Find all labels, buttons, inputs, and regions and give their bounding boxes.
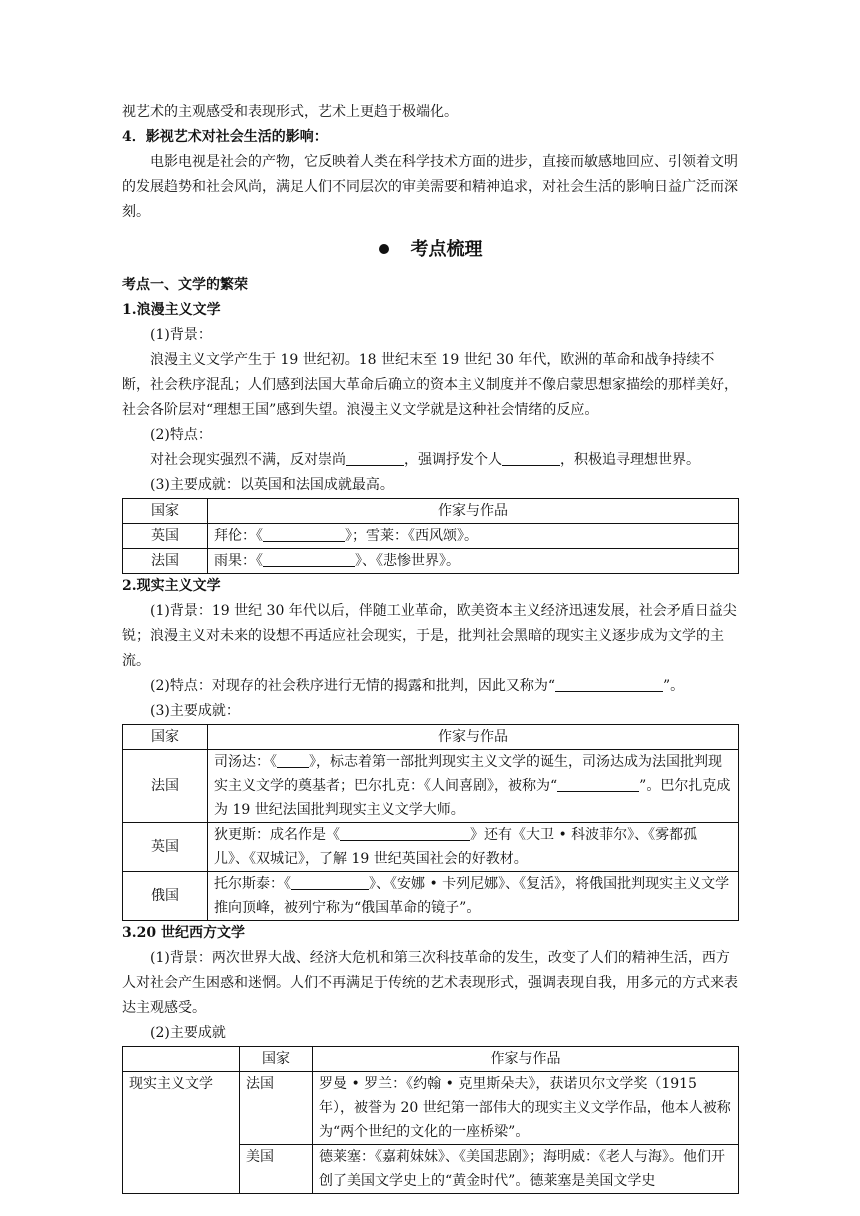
s2-title: 2.现实主义文学 — [122, 578, 221, 594]
table-cell-works: 罗曼 • 罗兰：《约翰 • 克里斯朵夫》，获诺贝尔文学奖（1915 年），被誉为 20 世纪第一部伟大的现实主义文学作品，他本人被称为“两个世纪的文化的一座桥梁”。 — [313, 1072, 739, 1145]
s2-table — [122, 724, 739, 921]
table-header-country: 国家 — [240, 1047, 313, 1072]
table-cell-works: 狄更斯：成名作是《 》还有《大卫 • 科波菲尔》、《雾都孤儿》、《双城记》，了解 19 世纪英国社会的好教材。 — [208, 823, 739, 872]
bullet-icon — [379, 244, 389, 254]
s3-bg-text: (1)背景：两次世界大战、经济大危机和第三次科技革命的发生，改变了人们的精神生活，西方人对社会产生困惑和迷惘。人们不再满足于传统的艺术表现形式，强调表现自我，用多元的方式来表达主观感受。 — [122, 950, 738, 1016]
s1-bg-label: (1)背景： — [150, 327, 212, 343]
table-header-row — [123, 1047, 739, 1072]
fill-blank[interactable] — [277, 753, 309, 768]
table-header-works: 作家与作品 — [313, 1047, 739, 1072]
table-cell-works: 司汤达：《 》，标志着第一部批判现实主义文学的诞生，司汤达成为法国批判现实主义文学的奠基者；巴尔扎克：《人间喜剧》，被称为“ ”。巴尔扎克成为 19 世纪法国批判现实主义文学大师。 — [208, 750, 739, 823]
table-header-works: 作家与作品 — [208, 725, 739, 750]
intro-line: 视艺术的主观感受和表现形式，艺术上更趋于极端化。 — [122, 104, 458, 120]
table-row — [123, 872, 739, 921]
table-cell-works: 拜伦：《 》；雪莱：《西风颂》。 — [208, 524, 739, 549]
s1-feat-text: 对社会现实强烈不满，反对崇尚 ，强调抒发个人 ，积极追寻理想世界。 — [150, 452, 700, 468]
table-cell-country: 法国 — [240, 1072, 313, 1145]
s1-title: 1.浪漫主义文学 — [122, 302, 221, 318]
paragraph-4: 电影电视是社会的产物，它反映着人类在科学技术方面的进步，直接而敏感地回应、引领着文明的发展趋势和社会风尚，满足人们不同层次的审美需要和精神追求，对社会生活的影响日益广泛而深刻。 — [122, 154, 738, 220]
s2-bg-text: (1)背景：19 世纪 30 年代以后，伴随工业革命，欧美资本主义经济迅速发展，社会矛盾日益尖锐；浪漫主义对未来的设想不再适应社会现实，于是，批判社会黑暗的现实主义逐步成为文学的主流。 — [122, 603, 737, 669]
fill-blank[interactable] — [502, 451, 560, 466]
s1-table — [122, 498, 739, 574]
fill-blank[interactable] — [555, 677, 663, 692]
table-cell-country: 法国 — [123, 549, 208, 574]
fill-blank[interactable] — [557, 777, 639, 792]
section-title: 考点梳理 — [122, 235, 739, 265]
s3-table — [122, 1046, 739, 1194]
fill-blank[interactable] — [263, 552, 355, 567]
document-page — [122, 100, 739, 1194]
table-cell-country: 俄国 — [123, 872, 208, 921]
s3-title: 3.20 世纪西方文学 — [122, 925, 245, 941]
s2-ach-label: (3)主要成就： — [150, 703, 240, 719]
table-header-works: 作家与作品 — [208, 499, 739, 524]
table-row — [123, 750, 739, 823]
table-cell-country: 英国 — [123, 823, 208, 872]
table-cell-country: 英国 — [123, 524, 208, 549]
heading-4: 4．影视艺术对社会生活的影响： — [122, 129, 328, 145]
fill-blank[interactable] — [291, 875, 369, 890]
s2-feat-text: (2)特点：对现存的社会秩序进行无情的揭露和批判，因此又称为“ ”。 — [150, 678, 685, 694]
table-header-country: 国家 — [123, 725, 208, 750]
table-row — [123, 549, 739, 574]
table-header-row — [123, 725, 739, 750]
fill-blank[interactable] — [263, 527, 345, 542]
s1-ach-label: (3)主要成就：以英国和法国成就最高。 — [150, 477, 394, 493]
table-row — [123, 1072, 739, 1145]
s1-feat-label: (2)特点： — [150, 427, 212, 443]
fill-blank[interactable] — [346, 451, 404, 466]
fill-blank[interactable] — [340, 826, 470, 841]
table-cell-country: 美国 — [240, 1145, 313, 1194]
table-row — [123, 524, 739, 549]
s1-bg-text: 浪漫主义文学产生于 19 世纪初。18 世纪末至 19 世纪 30 年代，欧洲的革命和战争持续不断，社会秩序混乱；人们感到法国大革命后确立的资本主义制度并不像启蒙思想家描绘的那样美好，社会各阶层对“理想王国”感到失望。浪漫主义文学就是这种社会情绪的反应。 — [122, 352, 738, 418]
table-cell-works: 德莱塞：《嘉莉妹妹》、《美国悲剧》；海明威：《老人与海》。他们开创了美国文学史上的“黄金时代”。德莱塞是美国文学史 — [313, 1145, 739, 1194]
table-cell-works: 托尔斯泰：《 》、《安娜 • 卡列尼娜》、《复活》，将俄国批判现实主义文学推向顶峰，被列宁称为“俄国革命的镜子”。 — [208, 872, 739, 921]
table-row — [123, 823, 739, 872]
table-cell-genre: 现实主义文学 — [123, 1072, 240, 1194]
s3-ach-label: (2)主要成就 — [150, 1025, 226, 1041]
table-cell-country: 法国 — [123, 750, 208, 823]
table-header-row — [123, 499, 739, 524]
table-header-genre — [123, 1047, 240, 1072]
table-header-country: 国家 — [123, 499, 208, 524]
table-cell-works: 雨果：《 》、《悲惨世界》。 — [208, 549, 739, 574]
kd1-title: 考点一、文学的繁荣 — [122, 277, 248, 293]
